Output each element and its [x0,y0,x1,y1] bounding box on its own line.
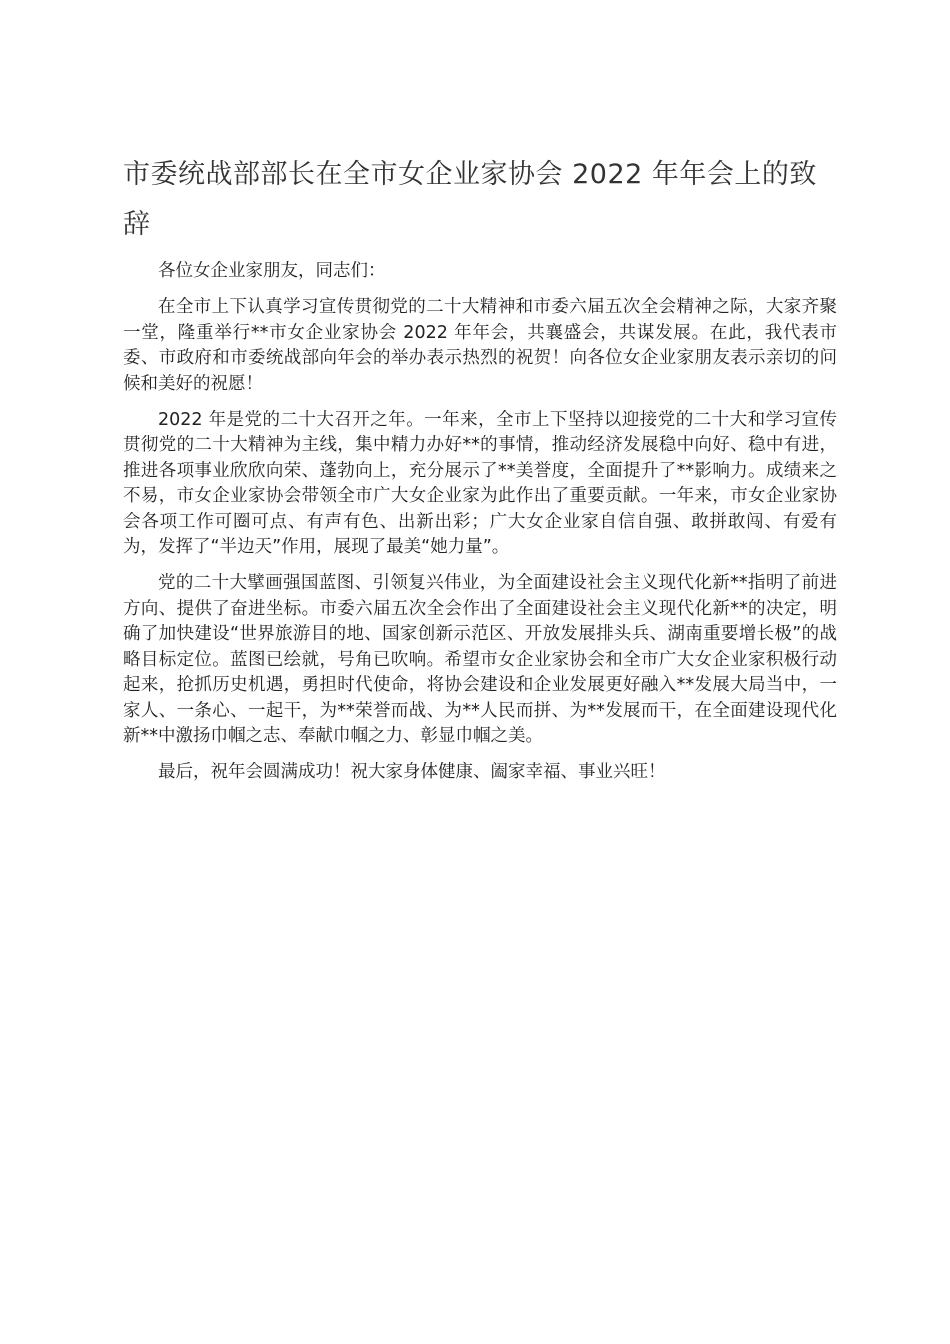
paragraph-closing: 最后，祝年会圆满成功！祝大家身体健康、阖家幸福、事业兴旺！ [158,762,666,783]
salutation: 各位女企业家朋友，同志们： [158,261,386,281]
paragraph-review: 2022 年是党的二十大召开之年。一年来，全市上下坚持以迎接党的二十大和学习宣传贯彻党的二十大精神为主线，集中精力办好**的事情，推动经济发展稳中向好、稳中有进，推进各项事业欣欣向荣、蓬勃向上，充分展示了**美誉度，全面提升了**影响力。成绩来之不易，市女企业家协会带领全市广大女企业家为此作出了重要贡献。一年来，市女企业家协会各项工作可圈可点、有声有色、出新出彩；广大女企业家自信自强、敢拼敢闯、有爱有为，发挥了“半边天”作用，展现了最美“她力量”。 [123,410,837,558]
paragraph-opening: 在全市上下认真学习宣传贯彻党的二十大精神和市委六届五次全会精神之际，大家齐聚一堂，隆重举行**市女企业家协会 2022 年年会，共襄盛会，共谋发展。在此，我代表市委、市政府和市委统战部向年会的举办表示热烈的祝贺！向各位女企业家朋友表示亲切的问候和美好的祝愿！ [123,297,837,394]
paragraph-outlook: 党的二十大擘画强国蓝图、引领复兴伟业，为全面建设社会主义现代化新**指明了前进方向、提供了奋进坐标。市委六届五次全会作出了全面建设社会主义现代化新**的决定，明确了加快建设“世界旅游目的地、国家创新示范区、开放发展排头兵、湖南重要增长极”的战略目标定位。蓝图已绘就，号角已吹响。希望市女企业家协会和全市广大女企业家积极行动起来，抢抓历史机遇，勇担时代使命，将协会建设和企业发展更好融入**发展大局当中，一家人、一条心、一起干，为**荣誉而战、为**人民而拼、为**发展而干，在全面建设现代化新**中激扬巾帼之志、奉献巾帼之力、彰显巾帼之美。 [123,573,837,746]
document-title: 市委统战部部长在全市女企业家协会 2022 年年会上的致辞 [123,159,817,240]
document-body [123,259,837,797]
